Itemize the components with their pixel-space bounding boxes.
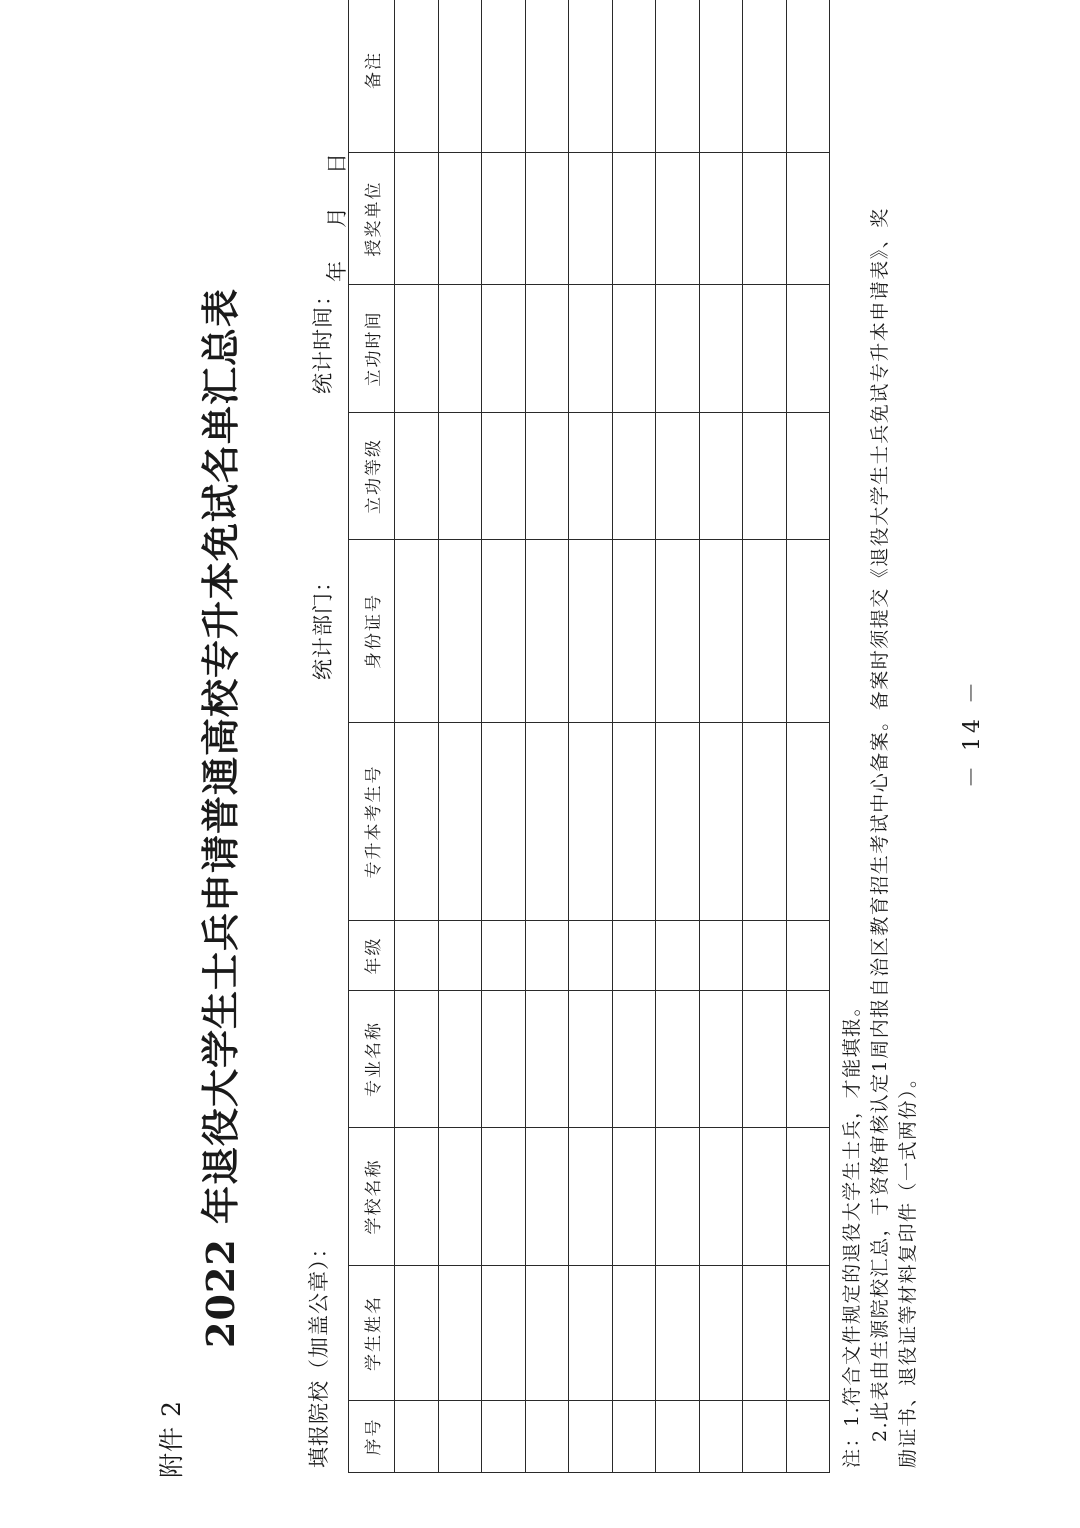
table-cell (612, 413, 656, 540)
header-award-unit: 授奖单位 (349, 153, 395, 285)
header-major-name: 专业名称 (349, 991, 395, 1128)
table-cell (525, 921, 569, 991)
header-id-number: 身份证号 (349, 540, 395, 723)
table-cell (612, 153, 656, 285)
table-cell (786, 991, 830, 1128)
table-cell (438, 540, 482, 723)
header-school-name: 学校名称 (349, 1128, 395, 1266)
table-cell (395, 921, 439, 991)
table-cell (699, 413, 743, 540)
table-cell (612, 921, 656, 991)
table-cell (482, 153, 526, 285)
table-cell (569, 1128, 613, 1266)
table-cell (438, 1266, 482, 1401)
table-cell (569, 413, 613, 540)
header-index: 序号 (349, 1401, 395, 1473)
table-cell (438, 1401, 482, 1473)
attachment-label: 附件 2 (157, 1400, 186, 1478)
header-merit-time: 立功时间 (349, 285, 395, 413)
department-label: 统计部门： (311, 570, 335, 680)
table-cell (786, 0, 830, 153)
table-cell (786, 285, 830, 413)
table-cell (482, 0, 526, 153)
table-cell (395, 413, 439, 540)
table-cell (612, 0, 656, 153)
table-cell (743, 921, 787, 991)
table-cell (438, 723, 482, 921)
page-number: － 14 － (960, 678, 985, 788)
table-cell (699, 723, 743, 921)
table-cell (612, 1401, 656, 1473)
table-cell (743, 540, 787, 723)
table-cell (525, 413, 569, 540)
table-cell (482, 1266, 526, 1401)
table-cell (525, 540, 569, 723)
table-cell (438, 285, 482, 413)
table-cell (743, 723, 787, 921)
table-cell (395, 723, 439, 921)
table-cell (525, 285, 569, 413)
table-cell (569, 153, 613, 285)
month-label: 月 (325, 207, 349, 228)
table-cell (699, 991, 743, 1128)
table-cell (569, 723, 613, 921)
table-cell (438, 413, 482, 540)
table-cell (438, 921, 482, 991)
table-cell (395, 540, 439, 723)
table-cell (786, 1266, 830, 1401)
table-cell (699, 1266, 743, 1401)
table-cell (525, 153, 569, 285)
table-cell (612, 1128, 656, 1266)
table-cell (569, 285, 613, 413)
table-row (525, 0, 569, 1473)
table-cell (656, 723, 700, 921)
table-cell (699, 153, 743, 285)
table-row (656, 0, 700, 1473)
table-cell (438, 1128, 482, 1266)
day-label: 日 (325, 153, 349, 174)
year-label: 年 (325, 261, 349, 282)
table-cell (395, 153, 439, 285)
table-cell (612, 723, 656, 921)
table-cell (612, 1266, 656, 1401)
table-cell (482, 1401, 526, 1473)
statistics-time-label: 统计时间： (311, 284, 335, 394)
table-row (743, 0, 787, 1473)
summary-table (348, 0, 830, 1473)
table-cell (786, 413, 830, 540)
table-row (438, 0, 482, 1473)
table-cell (395, 285, 439, 413)
table-cell (525, 0, 569, 153)
table-cell (743, 1128, 787, 1266)
table-cell (699, 540, 743, 723)
header-grade: 年级 (349, 921, 395, 991)
table-row (482, 0, 526, 1473)
header-exam-number: 专升本考生号 (349, 723, 395, 921)
table-cell (656, 540, 700, 723)
table-cell (743, 991, 787, 1128)
table-cell (482, 285, 526, 413)
table-cell (786, 921, 830, 991)
notes (838, 207, 922, 1468)
table-cell (482, 1128, 526, 1266)
table-cell (438, 0, 482, 153)
table-cell (482, 540, 526, 723)
header-remarks: 备注 (349, 0, 395, 153)
table-cell (699, 1128, 743, 1266)
table-cell (656, 1401, 700, 1473)
table-cell (569, 0, 613, 153)
table-cell (699, 1401, 743, 1473)
table-cell (482, 991, 526, 1128)
school-label: 填报院校（加盖公章）： (307, 1236, 331, 1468)
table-cell (786, 1128, 830, 1266)
table-cell (569, 921, 613, 991)
table-cell (569, 540, 613, 723)
table-cell (569, 991, 613, 1128)
table-row (569, 0, 613, 1473)
table-cell (482, 723, 526, 921)
table-cell (786, 153, 830, 285)
table-cell (438, 153, 482, 285)
table-cell (395, 1128, 439, 1266)
table-cell (743, 1266, 787, 1401)
table-cell (656, 1266, 700, 1401)
table-cell (482, 921, 526, 991)
table-cell (482, 413, 526, 540)
table-cell (525, 1266, 569, 1401)
header-merit-level: 立功等级 (349, 413, 395, 540)
table-cell (699, 921, 743, 991)
table-cell (525, 1401, 569, 1473)
table-cell (569, 1266, 613, 1401)
table-cell (656, 413, 700, 540)
table-cell (656, 921, 700, 991)
table-cell (656, 991, 700, 1128)
table-cell (612, 285, 656, 413)
page-title: 2022 年退役大学生士兵申请普通高校专升本免试名单汇总表 (198, 288, 243, 1348)
table-cell (743, 1401, 787, 1473)
table-cell (786, 540, 830, 723)
table-row (612, 0, 656, 1473)
table-cell (569, 1401, 613, 1473)
table-cell (525, 723, 569, 921)
table-cell (743, 413, 787, 540)
table-cell (656, 285, 700, 413)
table-row (395, 0, 439, 1473)
table-cell (525, 1128, 569, 1266)
table-body (395, 0, 830, 1473)
table-cell (395, 0, 439, 153)
table-cell (395, 1401, 439, 1473)
table-cell (786, 723, 830, 921)
table-row (786, 0, 830, 1473)
table-cell (656, 0, 700, 153)
table-cell (743, 0, 787, 153)
header-student-name: 学生姓名 (349, 1266, 395, 1401)
table-cell (525, 991, 569, 1128)
note-line: 注：1.符合文件规定的退役大学生士兵，才能填报。 (841, 995, 863, 1468)
note-line: 2.此表由生源院校汇总，于资格审核认定1周内报自治区教育招生考试中心备案。备案时须提交《退役大学生士兵免试专升本申请表》、奖 (869, 207, 891, 1442)
table-cell (743, 153, 787, 285)
table-row (699, 0, 743, 1473)
table-cell (656, 1128, 700, 1266)
table-cell (395, 991, 439, 1128)
table-cell (612, 540, 656, 723)
table-cell (699, 285, 743, 413)
table-cell (395, 1266, 439, 1401)
note-line: 励证书、退役证等材料复印件（一式两份）。 (897, 1067, 919, 1468)
table-cell (699, 0, 743, 153)
table-header-row (349, 0, 395, 1473)
table-cell (438, 991, 482, 1128)
table-cell (743, 285, 787, 413)
table-cell (786, 1401, 830, 1473)
table-cell (612, 991, 656, 1128)
table-cell (656, 153, 700, 285)
